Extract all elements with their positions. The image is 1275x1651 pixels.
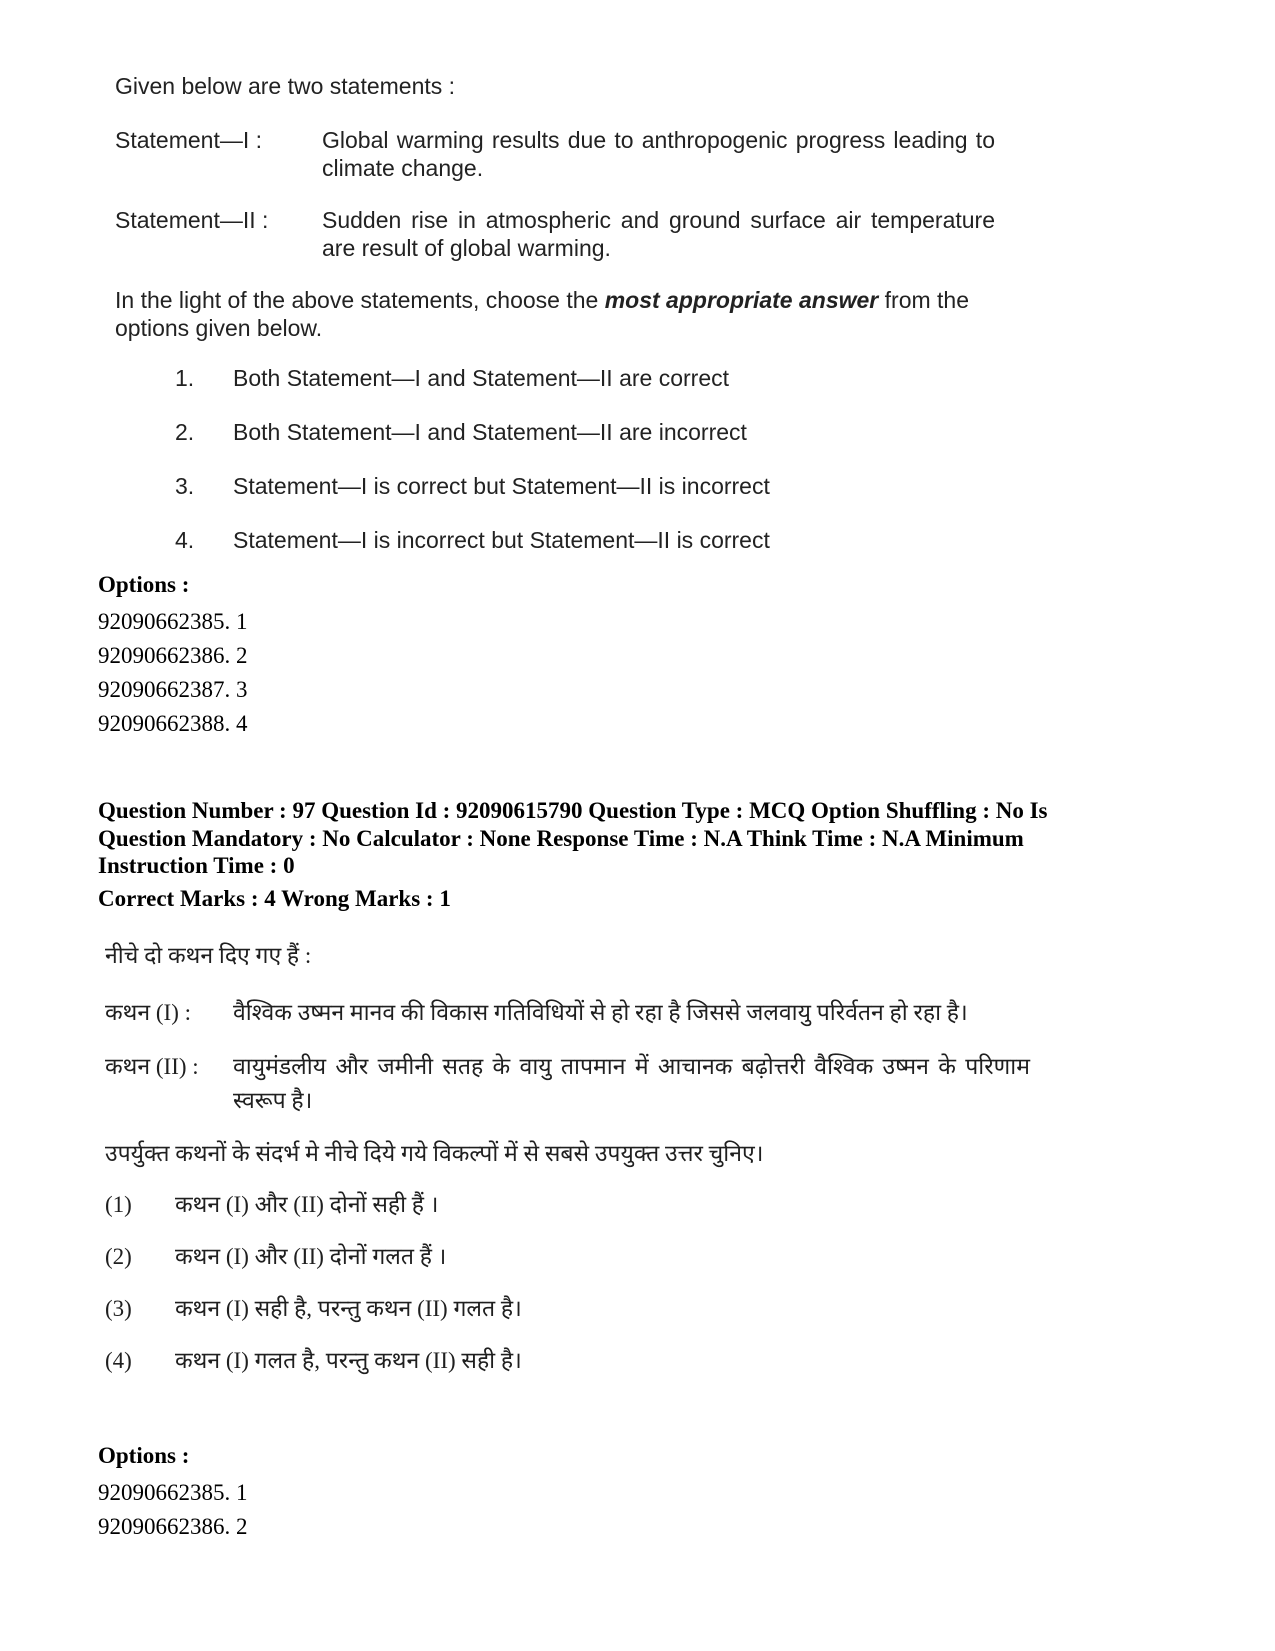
option-item: 92090662385. 1 [98,609,248,634]
choice-text: Both Statement—I and Statement—II are correct [233,365,730,391]
question-meta-line: Instruction Time : 0 [98,853,295,878]
option-item: 92090662385. 1 [98,1480,248,1505]
choice-number: 4. [175,527,195,553]
choice-number: 1. [175,365,195,391]
choice-text: Both Statement—I and Statement—II are incorrect [233,419,747,445]
choice-text: कथन (I) गलत है, परन्तु कथन (II) सही है। [175,1348,522,1373]
options-heading: Options : [98,1443,190,1468]
option-item: 92090662386. 2 [98,1514,248,1539]
hindi-question-block [105,940,1030,1396]
statement-text: वायुमंडलीय और जमीनी सतह के वायु तापमान में आचानक बढ़ोत्तरी वैश्विक उष्मन के परिणाम स्वरूप है। [233,1054,1030,1113]
choice-text: कथन (I) और (II) दोनों सही हैं । [175,1192,439,1217]
option-item: 92090662388. 4 [98,711,248,736]
choice-number: 2. [175,419,195,445]
instruction-text-start: In the light of the above statements, choose the [115,287,605,313]
instruction-text-end: from the options given below. [115,287,970,341]
hindi-choice-3 [105,1292,1030,1326]
choice-text: कथन (I) सही है, परन्तु कथन (II) गलत है। [175,1296,522,1321]
statement-text: Sudden rise in atmospheric and ground surface air temperature are result of global warming. [322,207,995,261]
hindi-question-intro: नीचे दो कथन दिए गए हैं : [105,943,312,968]
statement-label: Statement—I : [115,127,263,153]
hindi-choice-4 [105,1344,1030,1378]
statement-text: वैश्विक उष्मन मानव की विकास गतिविधियों से हो रहा है जिससे जलवायु परिर्वतन हो रहा है। [233,1000,968,1025]
english-statement-1 [115,126,995,182]
hindi-statement-2 [105,1050,1030,1118]
english-choice-1 [175,362,995,394]
english-choice-4 [175,524,995,556]
choice-text: Statement—I is correct but Statement—II is incorrect [233,473,770,499]
english-question-block [115,70,995,578]
statement-label: Statement—II : [115,207,269,233]
question-meta-line: Question Mandatory : No Calculator : None Response Time : N.A Think Time : N.A Minimum [98,825,1024,851]
hindi-instruction: उपर्युक्त कथनों के संदर्भ मे नीचे दिये गये विकल्पों में से सबसे उपयुक्त उत्तर चुनिए। [105,1141,764,1166]
hindi-choice-1 [105,1188,1030,1222]
instruction-emphasis: most appropriate answer [604,287,879,313]
choice-number: (1) [105,1192,132,1217]
hindi-choice-2 [105,1240,1030,1274]
choice-number: 3. [175,473,195,499]
options-heading: Options : [98,572,190,597]
statement-text: Global warming results due to anthropogenic progress leading to climate change. [322,127,995,181]
options-list [98,605,248,741]
hindi-statement-1 [105,996,1030,1030]
english-question-intro: Given below are two statements : [115,73,456,99]
choice-number: (3) [105,1296,132,1321]
statement-label: कथन (II) : [105,1054,199,1079]
choice-text: कथन (I) और (II) दोनों गलत हैं । [175,1244,447,1269]
choice-number: (2) [105,1244,132,1269]
question-meta [98,797,1198,880]
english-statement-2 [115,206,995,262]
marks-info: Correct Marks : 4 Wrong Marks : 1 [98,886,451,911]
option-item: 92090662386. 2 [98,643,248,668]
english-instruction [115,286,995,342]
english-choice-3 [175,470,995,502]
option-item: 92090662387. 3 [98,677,248,702]
statement-label: कथन (I) : [105,1000,191,1025]
question-meta-line: Question Number : 97 Question Id : 92090615790 Question Type : MCQ Option Shuffling : No Is [98,798,1048,823]
options-list [98,1476,248,1544]
choice-text: Statement—I is incorrect but Statement—II is correct [233,527,770,553]
english-choice-2 [175,416,995,448]
choice-number: (4) [105,1348,132,1373]
